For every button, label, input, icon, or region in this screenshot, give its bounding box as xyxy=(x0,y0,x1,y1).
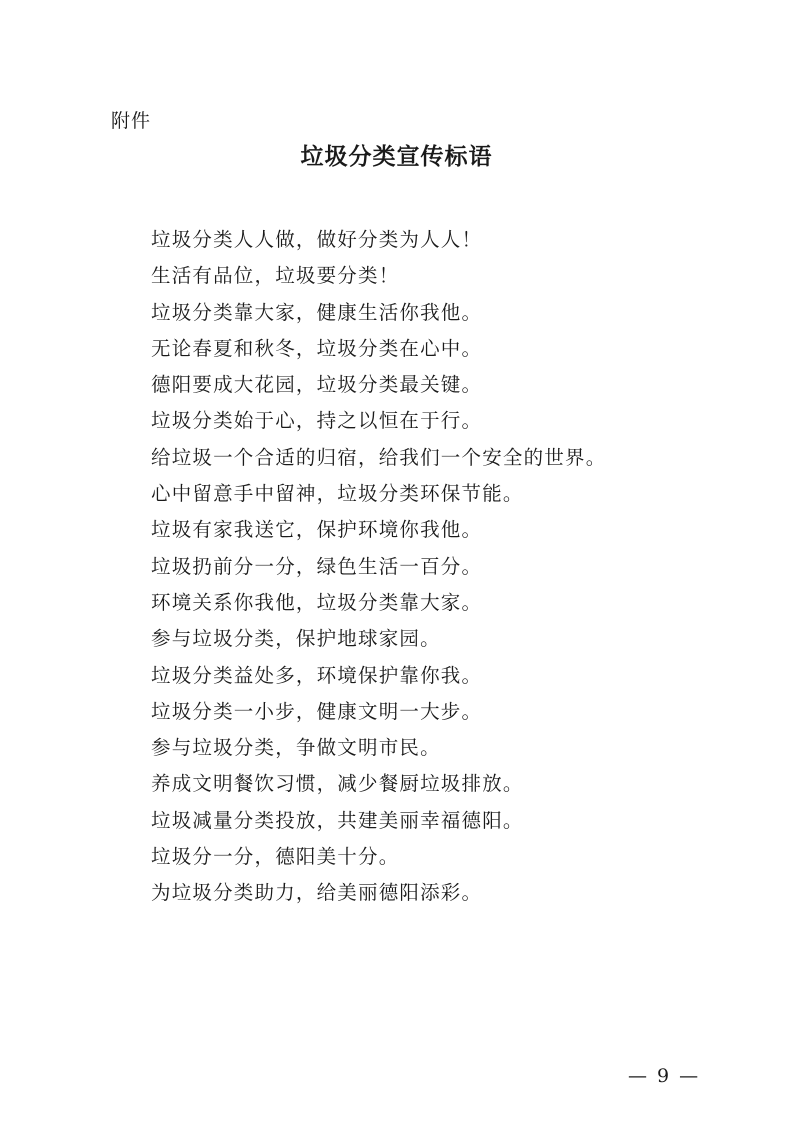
slogan-line: 环境关系你我他，垃圾分类靠大家。 xyxy=(151,590,483,614)
slogan-line: 为垃圾分类助力，给美丽德阳添彩。 xyxy=(151,881,483,905)
slogan-list xyxy=(151,222,606,912)
slogan-line: 无论春夏和秋冬，垃圾分类在心中。 xyxy=(151,336,483,360)
slogan-line: 生活有品位，垃圾要分类！ xyxy=(151,264,400,288)
slogan-line: 垃圾分类益处多，环境保护靠你我。 xyxy=(151,663,483,687)
slogan-line: 垃圾扔前分一分，绿色生活一百分。 xyxy=(151,554,483,578)
slogan-line: 垃圾有家我送它，保护环境你我他。 xyxy=(151,518,483,542)
slogan-line: 垃圾分类一小步，健康文明一大步。 xyxy=(151,699,483,723)
slogan-line: 心中留意手中留神，垃圾分类环保节能。 xyxy=(151,482,524,506)
slogan-line: 垃圾分一分，德阳美十分。 xyxy=(151,845,400,869)
slogan-line: 垃圾分类人人做，做好分类为人人！ xyxy=(151,228,483,251)
document-title: 垃圾分类宣传标语 xyxy=(300,143,493,170)
slogan-line: 养成文明餐饮习惯，减少餐厨垃圾排放。 xyxy=(151,772,524,796)
slogan-line: 垃圾减量分类投放，共建美丽幸福德阳。 xyxy=(151,808,524,832)
page-number: — 9 — xyxy=(628,1065,701,1087)
slogan-line: 垃圾分类靠大家，健康生活你我他。 xyxy=(151,300,483,324)
slogan-line: 德阳要成大花园，垃圾分类最关键。 xyxy=(151,373,483,397)
slogan-line: 参与垃圾分类，保护地球家园。 xyxy=(151,627,441,651)
slogan-line: 垃圾分类始于心，持之以恒在于行。 xyxy=(151,409,483,433)
slogan-line: 给垃圾一个合适的归宿，给我们一个安全的世界。 xyxy=(151,445,607,469)
slogan-line: 参与垃圾分类，争做文明市民。 xyxy=(151,736,441,760)
attachment-label: 附件 xyxy=(111,110,152,132)
